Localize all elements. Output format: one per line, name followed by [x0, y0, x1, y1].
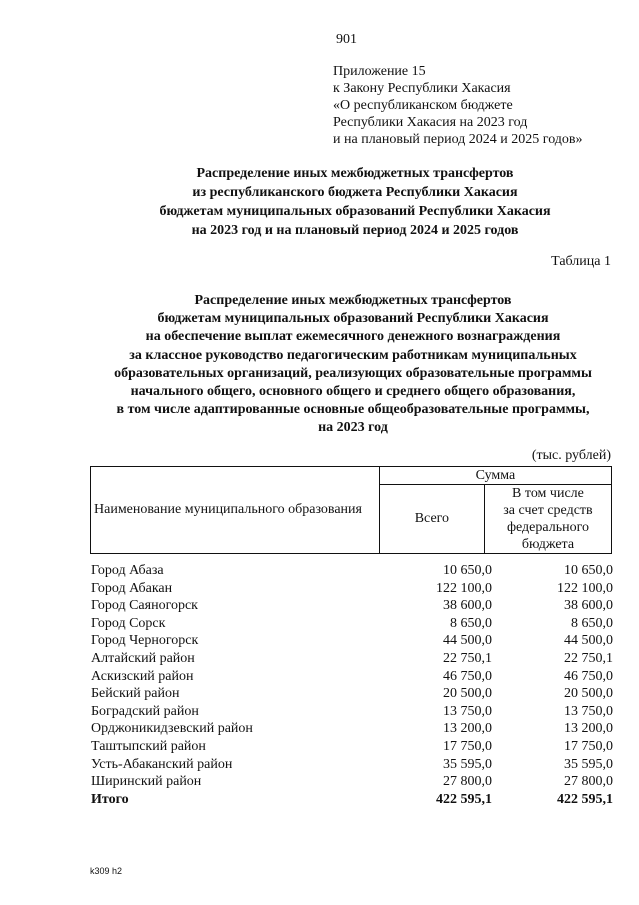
table-title-line: на 2023 год	[318, 420, 388, 436]
table-title-line: Распределение иных межбюджетных трансфертов	[194, 293, 512, 308]
row-name: Боградский район	[91, 703, 199, 719]
row-name: Город Саяногорск	[91, 598, 198, 614]
header-name-cell: Наименование муниципального образования	[91, 467, 380, 554]
row-total: 35 595,0	[443, 756, 492, 772]
row-federal: 35 595,0	[564, 756, 613, 772]
row-total: 44 500,0	[443, 633, 492, 649]
header-federal-line: федерального	[506, 520, 589, 535]
header-federal-line: за счет средств	[503, 503, 593, 518]
row-federal: 46 750,0	[564, 668, 613, 684]
row-name: Ширинский район	[91, 774, 202, 790]
table-body	[91, 562, 613, 808]
row-total: 20 500,0	[443, 686, 492, 702]
row-federal: 38 600,0	[564, 598, 613, 614]
header-federal-line: В том числе	[512, 486, 584, 501]
row-total: 27 800,0	[443, 774, 492, 790]
row-name: Аскизский район	[91, 668, 194, 684]
row-federal: 13 200,0	[564, 721, 613, 737]
row-total: 22 750,1	[443, 650, 492, 666]
table-row	[91, 615, 613, 633]
main-title-line: Распределение иных межбюджетных трансфертов	[196, 166, 514, 181]
table-title	[0, 292, 639, 438]
row-total: 8 650,0	[450, 615, 492, 631]
header-total-cell: Всего	[379, 485, 484, 554]
table-row	[91, 685, 613, 703]
row-federal: 22 750,1	[564, 650, 613, 666]
row-total: 38 600,0	[443, 598, 492, 614]
total-row-total: 422 595,1	[436, 791, 492, 807]
appendix-line: и на плановый период 2024 и 2025 годов»	[333, 132, 583, 147]
row-name: Город Абакан	[91, 580, 173, 596]
page-number: 901	[336, 32, 357, 47]
row-federal: 13 750,0	[564, 703, 613, 719]
footer-code: k309 h2	[90, 866, 123, 876]
table-title-line: начального общего, основного общего и среднего общего образования,	[130, 384, 576, 400]
row-federal: 27 800,0	[564, 774, 613, 790]
row-name: Алтайский район	[91, 650, 195, 666]
row-name: Город Абаза	[91, 563, 164, 578]
table-row	[91, 632, 613, 650]
table-label: Таблица 1	[551, 254, 611, 269]
header-federal-cell	[484, 485, 611, 554]
appendix-line: к Закону Республики Хакасия	[333, 81, 511, 96]
row-name: Город Сорск	[91, 615, 166, 631]
row-name: Бейский район	[91, 686, 180, 702]
table-header	[90, 466, 612, 554]
appendix-line: Приложение 15	[333, 64, 426, 79]
table-row	[91, 668, 613, 686]
table-row	[91, 580, 613, 598]
table-title-line: бюджетам муниципальных образований Республики Хакасия	[157, 311, 549, 327]
row-federal: 20 500,0	[564, 686, 613, 702]
table-title-line: образовательных организаций, реализующих образовательные программы	[114, 365, 592, 381]
table-title-line: в том числе адаптированные основные общеобразовательные программы,	[116, 402, 590, 418]
table-row	[91, 597, 613, 615]
main-title	[0, 164, 639, 240]
row-name: Город Черногорск	[91, 633, 199, 649]
row-federal: 17 750,0	[564, 738, 613, 754]
main-title-line: из республиканского бюджета Республики Хакасия	[192, 185, 518, 200]
table-row	[91, 756, 613, 774]
table-total-row	[91, 791, 613, 809]
table-row	[91, 703, 613, 721]
row-total: 13 200,0	[443, 721, 492, 737]
header-federal-line: бюджета	[521, 537, 575, 552]
appendix-line: «О республиканском бюджете	[333, 98, 513, 113]
row-total: 46 750,0	[443, 668, 492, 684]
header-sum-cell: Сумма	[379, 467, 611, 485]
table-row	[91, 562, 613, 580]
row-federal: 10 650,0	[564, 563, 613, 578]
row-total: 10 650,0	[443, 563, 492, 578]
total-row-federal: 422 595,1	[557, 791, 613, 807]
total-row-name: Итого	[91, 791, 129, 807]
table-row	[91, 738, 613, 756]
row-name: Орджоникидзевский район	[91, 721, 253, 737]
row-name: Таштыпский район	[91, 738, 206, 754]
units-label: (тыс. рублей)	[531, 448, 611, 463]
row-total: 17 750,0	[443, 738, 492, 754]
row-federal: 8 650,0	[571, 615, 613, 631]
row-federal: 122 100,0	[557, 580, 613, 596]
row-federal: 44 500,0	[564, 633, 613, 649]
table-row	[91, 650, 613, 668]
appendix-line: Республики Хакасия на 2023 год	[333, 115, 528, 130]
main-title-line: на 2023 год и на плановый период 2024 и 2025 годов	[191, 223, 519, 238]
table-title-line: за классное руководство педагогическим работникам муниципальных	[129, 347, 577, 363]
table-row	[91, 773, 613, 791]
row-name: Усть-Абаканский район	[91, 756, 233, 772]
row-total: 122 100,0	[436, 580, 492, 596]
table-row	[91, 720, 613, 738]
table-title-line: на обеспечение выплат ежемесячного денежного вознаграждения	[145, 329, 561, 345]
appendix-block	[333, 63, 583, 148]
row-total: 13 750,0	[443, 703, 492, 719]
main-title-line: бюджетам муниципальных образований Республики Хакасия	[159, 204, 551, 219]
